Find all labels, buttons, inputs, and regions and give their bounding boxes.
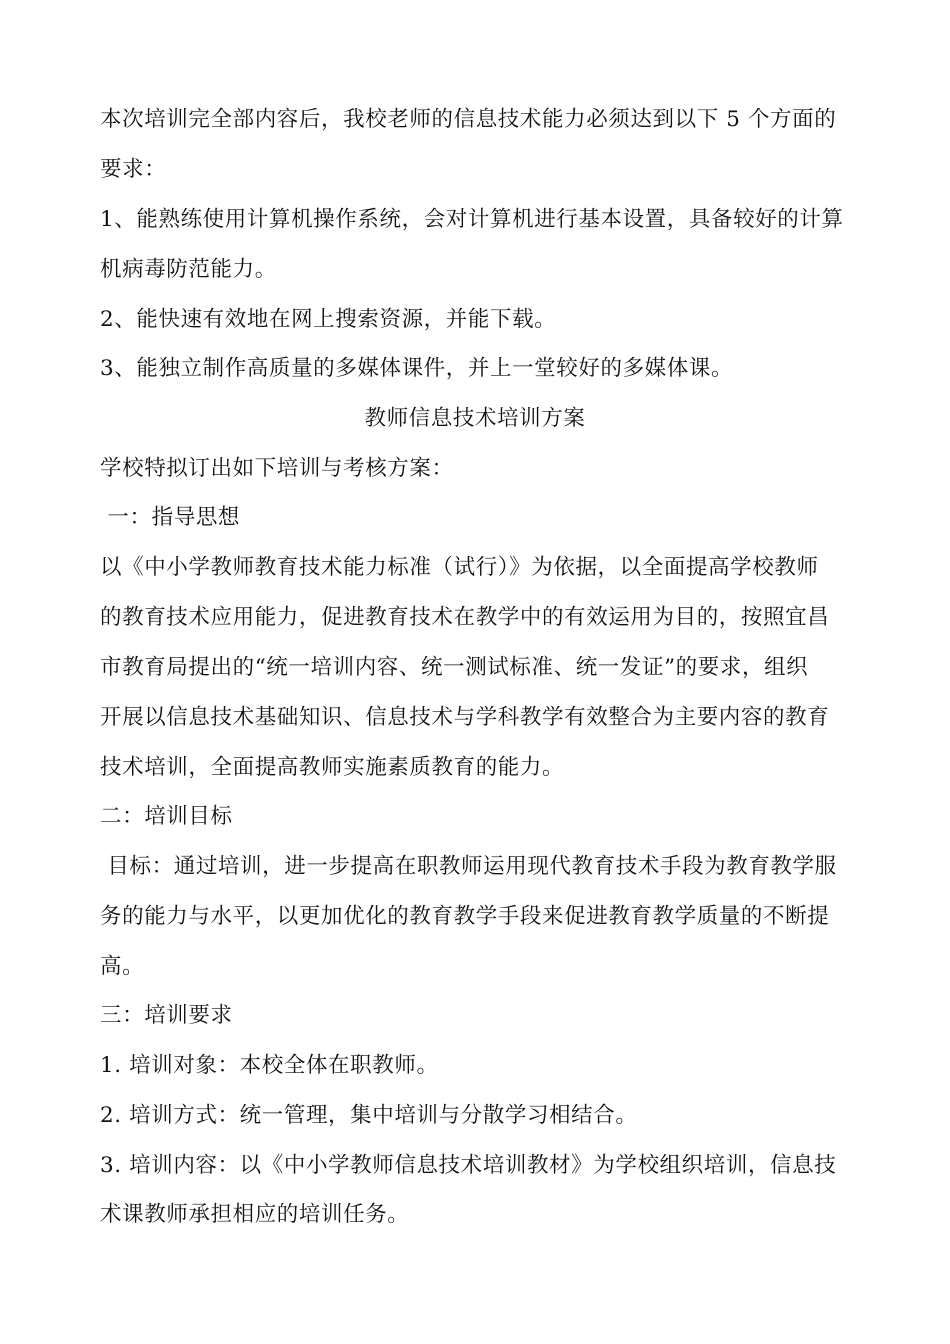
paragraph-line: 高。 [100, 954, 145, 979]
requirement-item: 3、能独立制作高质量的多媒体课件，并上一堂较好的多媒体课。 [100, 356, 734, 381]
requirement-item: 2、能快速有效地在网上搜索资源，并能下载。 [100, 307, 557, 332]
list-item: 术课教师承担相应的培训任务。 [100, 1202, 410, 1227]
intro-line: 本次培训完全部内容后，我校老师的信息技术能力必须达到以下 5 个方面的 [100, 107, 837, 132]
requirement-item: 1、能熟练使用计算机操作系统，会对计算机进行基本设置，具备较好的计算 [100, 207, 844, 232]
paragraph-line: 务的能力与水平，以更加优化的教育教学手段来促进教育教学质量的不断提 [100, 904, 830, 929]
plan-intro: 学校特拟订出如下培训与考核方案： [100, 456, 454, 481]
section-heading: 三：培训要求 [100, 1003, 233, 1028]
paragraph-line: 市教育局提出的“统一培训内容、统一测试标准、统一发证”的要求，组织 [100, 655, 809, 680]
document-title: 教师信息技术培训方案 [364, 406, 586, 431]
list-item: 3. 培训内容：以《中小学教师信息技术培训教材》为学校组织培训，信息技 [100, 1153, 837, 1178]
paragraph-line: 目标：通过培训，进一步提高在职教师运用现代教育技术手段为教育教学服 [100, 854, 837, 879]
list-item: 1. 培训对象：本校全体在职教师。 [100, 1053, 439, 1078]
intro-line: 要求： [100, 157, 167, 182]
section-heading: 二：培训目标 [100, 804, 233, 829]
list-item: 2. 培训方式：统一管理，集中培训与分散学习相结合。 [100, 1103, 638, 1128]
paragraph-line: 的教育技术应用能力，促进教育技术在教学中的有效运用为目的，按照宜昌 [100, 605, 830, 630]
paragraph-line: 技术培训，全面提高教师实施素质教育的能力。 [100, 755, 565, 780]
requirement-item: 机病毒防范能力。 [100, 257, 277, 282]
section-heading: 一：指导思想 [100, 505, 241, 530]
paragraph-line: 开展以信息技术基础知识、信息技术与学科教学有效整合为主要内容的教育 [100, 705, 830, 730]
paragraph-line: 以《中小学教师教育技术能力标准（试行）》为依据，以全面提高学校教师 [100, 555, 819, 580]
